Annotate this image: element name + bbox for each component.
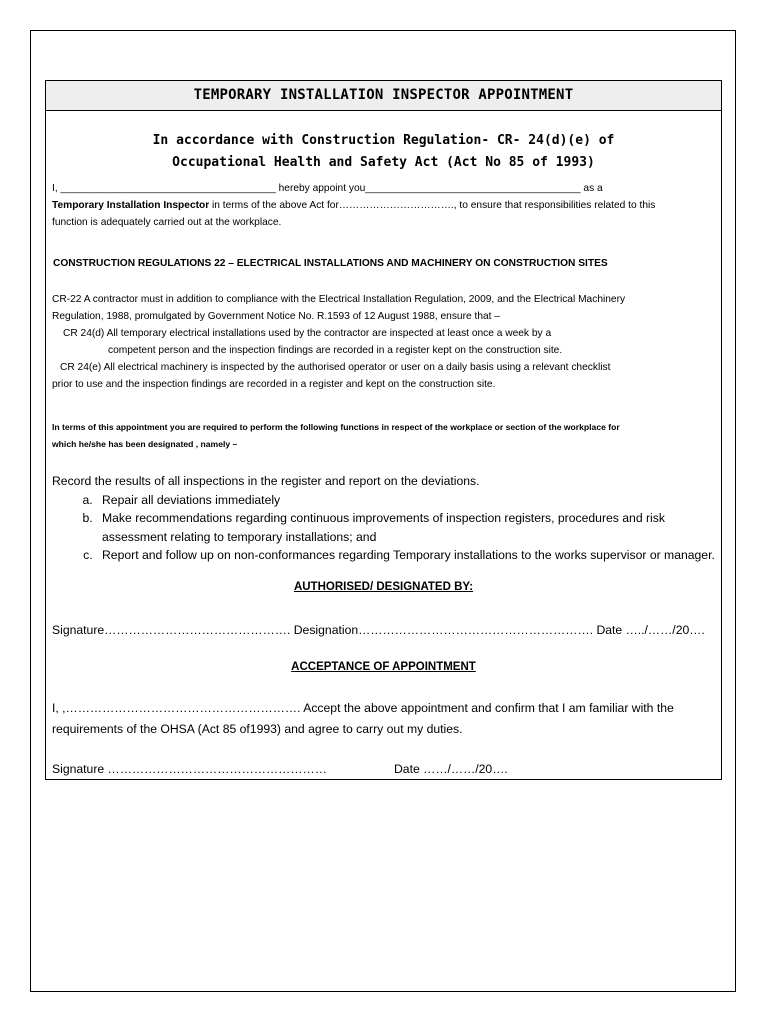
inspector-term: Temporary Installation Inspector — [52, 200, 210, 211]
appointment-form — [45, 80, 722, 780]
appointment-line-2-rest: in terms of the above Act for……………………………., to ensure that responsibilities related to this — [209, 200, 656, 211]
acceptance-signature-row — [52, 760, 715, 779]
duties-list — [52, 491, 715, 565]
appointment-line-2 — [52, 197, 715, 214]
functions-intro — [52, 419, 715, 453]
appointment-text — [52, 180, 715, 231]
form-title: TEMPORARY INSTALLATION INSPECTOR APPOINTMENT — [46, 81, 721, 111]
cr22-line-2: Regulation, 1988, promulgated by Government Notice No. R.1593 of 12 August 1988, ensure that – — [52, 311, 500, 322]
duty-item-a: a. Repair all deviations immediately — [96, 491, 715, 510]
regulation-line-2: Occupational Health and Safety Act (Act No 85 of 1993) — [172, 155, 595, 170]
acceptance-text — [52, 699, 715, 738]
duty-item-c: c. Report and follow up on non-conformances regarding Temporary installations to the works supervisor or manager. — [96, 546, 715, 565]
cr24d-line-2: competent person and the inspection findings are recorded in a register kept on the construction site. — [108, 345, 563, 356]
duties-intro: Record the results of all inspections in the register and report on the deviations. — [52, 474, 480, 488]
cr24d-line-1: CR 24(d) All temporary electrical installations used by the contractor are inspected at least once a week by a — [63, 328, 552, 339]
regulation-line-1: In accordance with Construction Regulation- CR- 24(d)(e) of — [152, 133, 615, 148]
acceptance-date-label: Date ……/……/20…. — [394, 762, 508, 776]
duty-item-b: b. Make recommendations regarding continuous improvements of inspection registers, procedures and risk assessment relating to temporary installations; and — [96, 509, 715, 546]
acceptance-signature-label: Signature ……………………………………………… — [52, 762, 327, 776]
appointment-line-3: function is adequately carried out at the workplace. — [52, 217, 282, 228]
cr22-line-1: CR-22 A contractor must in addition to compliance with the Electrical Installation Regulation, 2009, and the Electrical Machinery — [52, 294, 626, 305]
cr24e-line-1: CR 24(e) All electrical machinery is inspected by the authorised operator or user on a daily basis using a relevant checklist — [60, 362, 611, 373]
duties-section — [52, 472, 715, 565]
cr22-text — [52, 291, 715, 393]
acceptance-heading: ACCEPTANCE OF APPOINTMENT — [291, 661, 476, 673]
functions-intro-line-1: In terms of this appointment you are required to perform the following functions in respect of the workplace or section of the workplace for — [52, 422, 620, 432]
section-heading: CONSTRUCTION REGULATIONS 22 – ELECTRICAL INSTALLATIONS AND MACHINERY ON CONSTRUCTION SITES — [53, 258, 608, 269]
appointment-line-1: I, ______________________________________ hereby appoint you______________________________________ as a — [52, 183, 603, 194]
functions-intro-line-2: which he/she has been designated , namely – — [52, 439, 238, 449]
acceptance-line-2: requirements of the OHSA (Act 85 of1993) and agree to carry out my duties. — [52, 721, 463, 736]
authorised-signature-line: Signature………………………………………. Designation…………………………………………………. Date …../……/20…. — [52, 623, 705, 637]
acceptance-line-1: I, ,…………………………………………………. Accept the above appointment and confirm that I am familiar with the — [52, 701, 674, 715]
cr24e-line-2: prior to use and the inspection findings are recorded in a register and kept on the construction site. — [52, 379, 496, 390]
authorised-heading: AUTHORISED/ DESIGNATED BY: — [293, 581, 474, 593]
